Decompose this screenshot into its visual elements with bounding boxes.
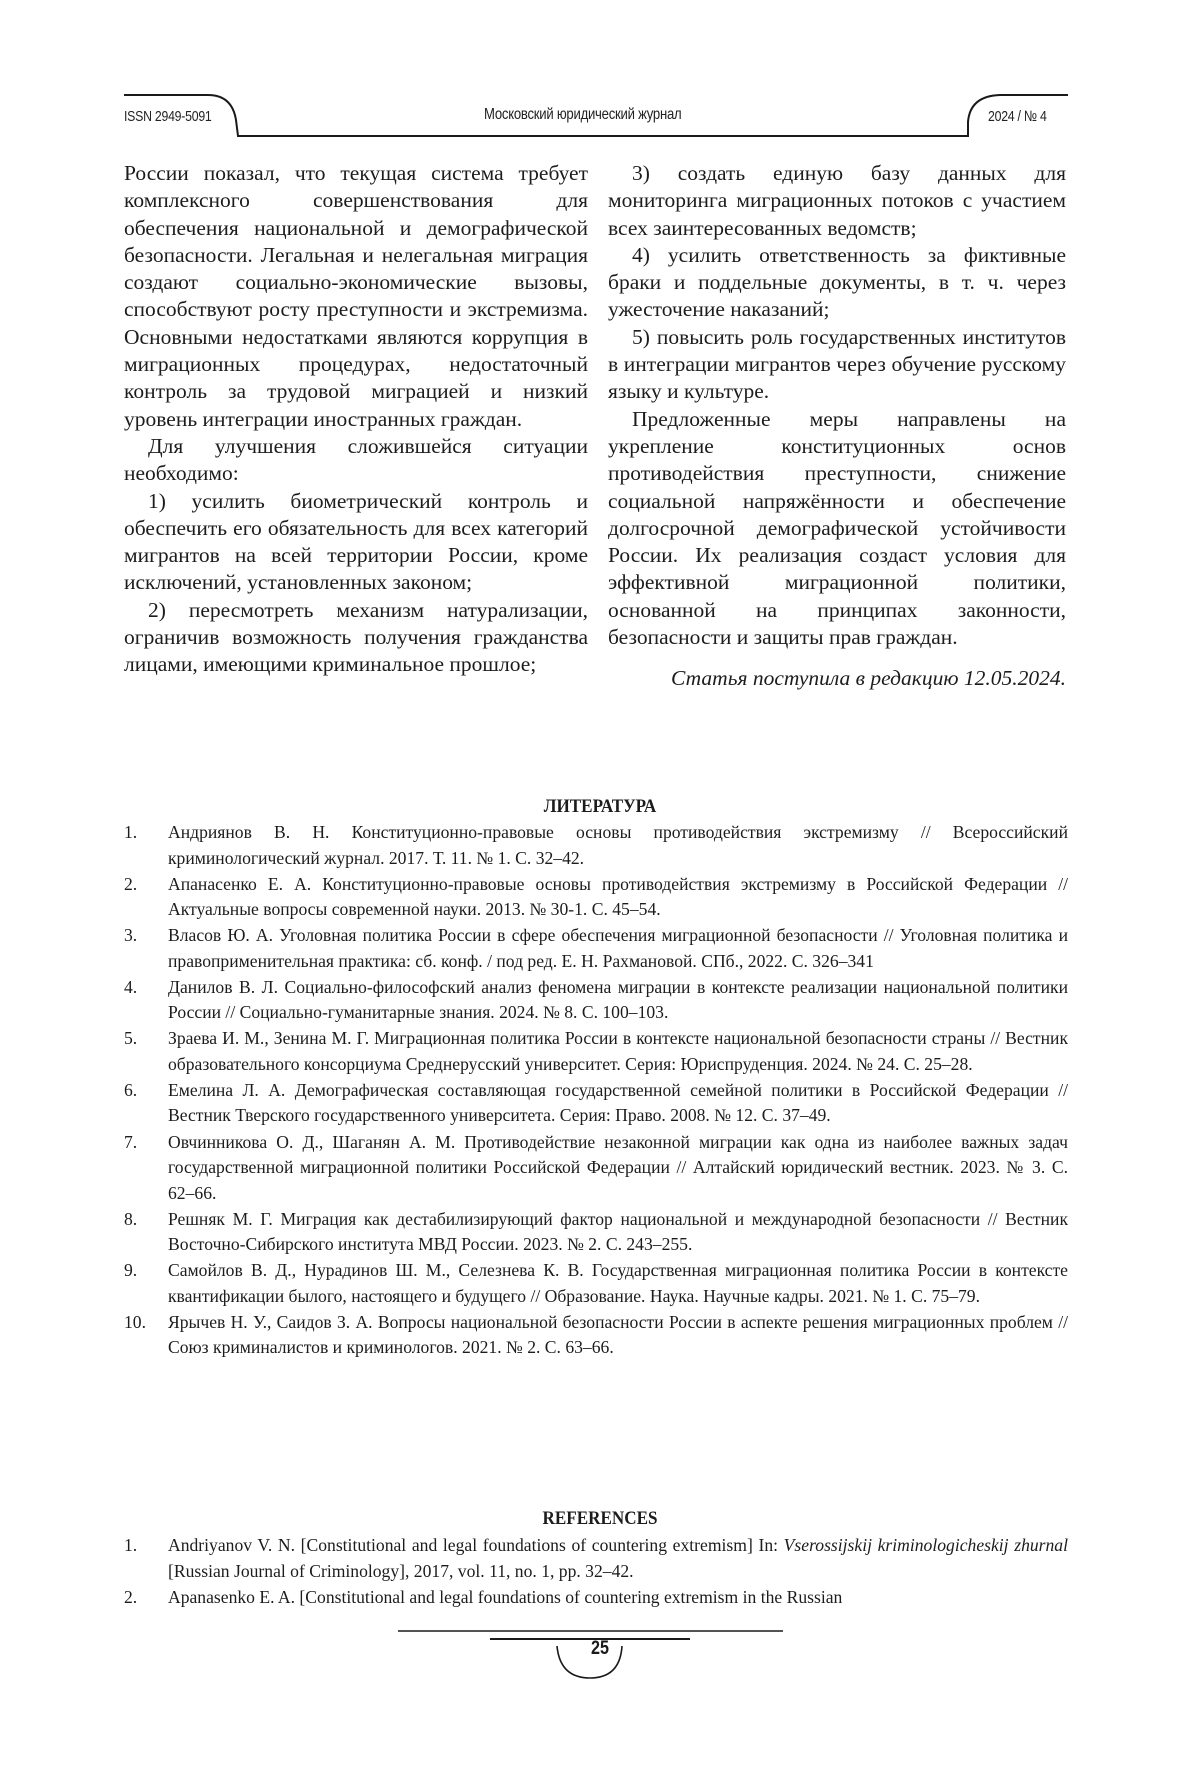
- item-text: Решняк М. Г. Миграция как дестабилизирующий фактор национальной и международной безопасности // Вестник Восточно-Сибирского института МВД России. 2023. № 2. С. 243–255.: [168, 1208, 1068, 1255]
- paragraph: 3) создать единую базу данных для мониторинга миграционных потоков с участием всех заинтересованных ведомств;: [608, 161, 1066, 240]
- item-text: Андриянов В. Н. Конституционно-правовые основы противодействия экстремизму // Всероссийский криминологический журнал. 2017. Т. 11. № 1. С. 32–42.: [168, 822, 1068, 868]
- item-number: 1.: [124, 822, 138, 842]
- literature-list: [124, 820, 1068, 1361]
- literature-heading: ЛИТЕРАТУРА: [543, 796, 657, 817]
- literature-item: [124, 1258, 1068, 1309]
- item-number: 10.: [124, 1311, 146, 1332]
- reference-item: [124, 1585, 1068, 1611]
- right-column: [608, 160, 1066, 693]
- item-number: 5.: [124, 1028, 138, 1049]
- item-number: 6.: [124, 1079, 138, 1100]
- item-text: Зраева И. М., Зенина М. Г. Миграционная политика России в контексте национальной безопасности страны // Вестник образовательного консорциума Среднерусский университет. Серия: Юриспруденция. 2024. № 24. С. 25–28.: [168, 1028, 1068, 1074]
- text-after: [Russian Journal of Criminology], 2017, vol. 11, no. 1, pp. 32–42.: [168, 1560, 634, 1581]
- item-text: [168, 1533, 1068, 1584]
- item-number: 8.: [124, 1208, 138, 1229]
- literature-item: [124, 975, 1068, 1026]
- item-text: Апанасенко Е. А. Конституционно-правовые основы противодействия экстремизму в Российской Федерации // Актуальные вопросы современной науки. 2013. № 30-1. С. 45–54.: [168, 873, 1068, 920]
- item-text: Самойлов В. Д., Нурадинов Ш. М., Селезнева К. В. Государственная миграционная политика России в контексте квантификации былого, настоящего и будущего // Образование. Наука. Научные кадры. 2021. № 1. С. 75–79.: [168, 1260, 1068, 1306]
- paragraph: 5) повысить роль государственных институтов в интеграции мигрантов через обучение русскому языку и культуре.: [608, 324, 1066, 404]
- received-note: Статья поступила в редакцию 12.05.2024.: [670, 666, 1066, 691]
- literature-item: [124, 1310, 1068, 1361]
- item-text: Власов Ю. А. Уголовная политика России в сфере обеспечения миграционной безопасности // Уголовная политика и правоприменительная практика: сб. конф. / под ред. Е. Н. Рахмановой. СПб., 2022. С. 326–341: [168, 925, 1068, 971]
- literature-item: [124, 923, 1068, 974]
- journal-title: Московский юридический журнал: [484, 106, 682, 123]
- text-before: Andriyanov V. N. [Constitutional and legal foundations of countering extremism] In:: [168, 1535, 784, 1555]
- paragraph: 4) усилить ответственность за фиктивные браки и поддельные документы, в т. ч. через ужесточение наказаний;: [608, 242, 1066, 322]
- left-column: [124, 160, 588, 679]
- paragraph: Предложенные меры направлены на укрепление конституционных основ противодействия преступности, снижение социальной напряжённости и обеспечение долгосрочной демографической устойчивости России. Их реализация создаст условия для эффективной миграционной политики, основанной на принципах законности, безопасности и защиты прав граждан.: [608, 406, 1066, 650]
- item-number: 4.: [124, 976, 138, 997]
- paragraph: России показал, что текущая система требует комплексного совершенствования для обеспечения национальной и демографической безопасности. Легальная и нелегальная миграция создают социально-экономические вызовы, способствуют росту преступности и экстремизма. Основными недостатками являются коррупция в миграционных процедурах, недостаточный контроль за трудовой миграцией и низкий уровень интеграции иностранных граждан.: [124, 161, 588, 431]
- item-number: 9.: [124, 1260, 138, 1281]
- footer-frame: [0, 1620, 1200, 1720]
- literature-item: [124, 872, 1068, 923]
- item-number: 2.: [124, 873, 138, 894]
- item-number: 7.: [124, 1131, 138, 1152]
- text-before: Apanasenko E. A. [Constitutional and legal foundations of countering extremism in the Russian: [168, 1586, 843, 1607]
- literature-item: [124, 1078, 1068, 1129]
- literature-item: [124, 1026, 1068, 1077]
- paragraph: 1) усилить биометрический контроль и обеспечить его обязательность для всех категорий мигрантов на всей территории России, кроме исключений, установленных законом;: [124, 488, 588, 595]
- issn-label: ISSN 2949-5091: [124, 108, 212, 125]
- references-list: [124, 1533, 1068, 1611]
- item-text: Данилов В. Л. Социально-философский анализ феномена миграции в контексте реализации национальной политики России // Социально-гуманитарные знания. 2024. № 8. С. 100–103.: [168, 976, 1068, 1023]
- reference-item: [124, 1533, 1068, 1584]
- page-number: 25: [591, 1638, 609, 1659]
- item-number: 2.: [124, 1586, 138, 1607]
- literature-item: [124, 820, 1068, 871]
- issue-label: 2024 / № 4: [988, 108, 1047, 125]
- paragraph: 2) пересмотреть механизм натурализации, ограничив возможность получения гражданства лицами, имеющими криминальное прошлое;: [124, 597, 588, 677]
- literature-item: [124, 1207, 1068, 1258]
- item-number: 3.: [124, 925, 138, 946]
- item-text: [168, 1585, 1068, 1611]
- item-text: Овчинникова О. Д., Шаганян А. М. Противодействие незаконной миграции как одна из наиболее важных задач государственной миграционной политики Российской Федерации // Алтайский юридический вестник. 2023. № 3. С. 62–66.: [168, 1131, 1068, 1203]
- paragraph: Для улучшения сложившейся ситуации необходимо:: [124, 433, 588, 486]
- journal-name-italic: Vserossijskij kriminologicheskij zhurnal: [783, 1535, 1068, 1555]
- references-heading: REFERENCES: [542, 1508, 658, 1529]
- item-number: 1.: [124, 1535, 138, 1555]
- item-text: Ярычев Н. У., Саидов З. А. Вопросы национальной безопасности России в аспекте решения миграционных проблем // Союз криминалистов и криминологов. 2021. № 2. С. 63–66.: [168, 1311, 1068, 1358]
- literature-item: [124, 1130, 1068, 1207]
- item-text: Емелина Л. А. Демографическая составляющая государственной семейной политики в Российской Федерации // Вестник Тверского государственного университета. Серия: Право. 2008. № 12. С. 37–49.: [168, 1079, 1068, 1126]
